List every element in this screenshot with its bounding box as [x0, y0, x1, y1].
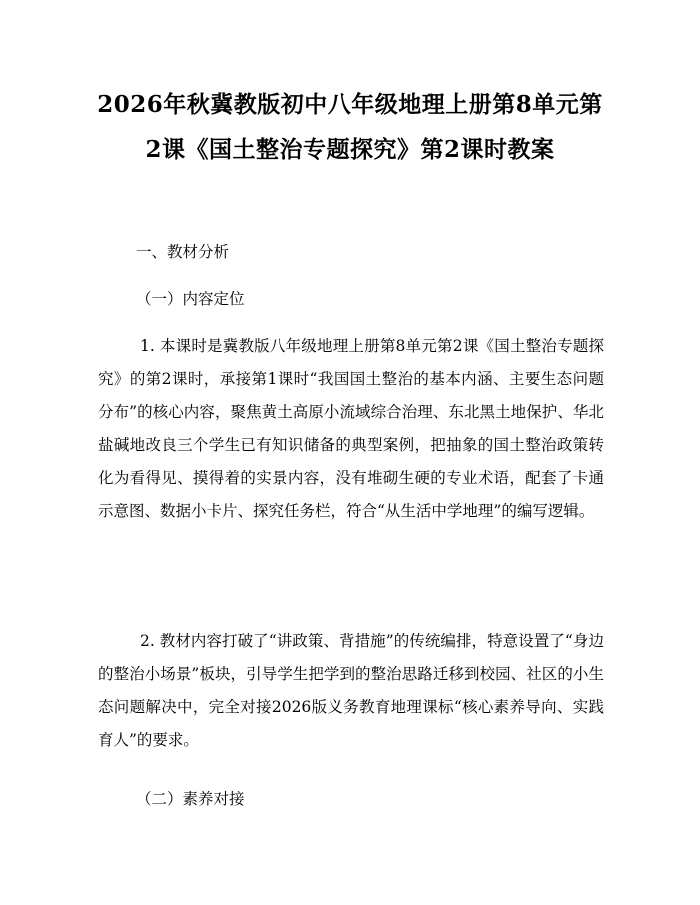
subsection-heading-content-positioning: （一）内容定位 [136, 290, 245, 308]
section-heading-textbook-analysis: 一、教材分析 [136, 243, 230, 261]
paragraph-2: 2. 教材内容打破了“讲政策、背措施”的传统编排，特意设置了“身边的整治小场景”板块，引导学生把学到的整治思路迁移到校园、社区的小生态问题解决中，完全对接2026版义务教育地理课标“核心素养导向、实践育人”的要求。 [98, 632, 604, 749]
document-title: 2026年秋冀教版初中八年级地理上册第8单元第2课《国土整治专题探究》第2课时教案 [97, 91, 603, 163]
subsection-heading-literacy-alignment: （二）素养对接 [136, 790, 245, 808]
paragraph-1: 1. 本课时是冀教版八年级地理上册第8单元第2课《国土整治专题探究》的第2课时，承接第1课时“我国国土整治的基本内涵、主要生态问题分布”的核心内容，聚焦黄土高原小流域综合治理、东北黑土地保护、华北盐碱地改良三个学生已有知识储备的典型案例，把抽象的国土整治政策转化为看得见、摸得着的实景内容，没有堆砌生硬的专业术语，配套了卡通示意图、数据小卡片、探究任务栏，符合“从生活中学地理”的编写逻辑。 [98, 337, 604, 520]
